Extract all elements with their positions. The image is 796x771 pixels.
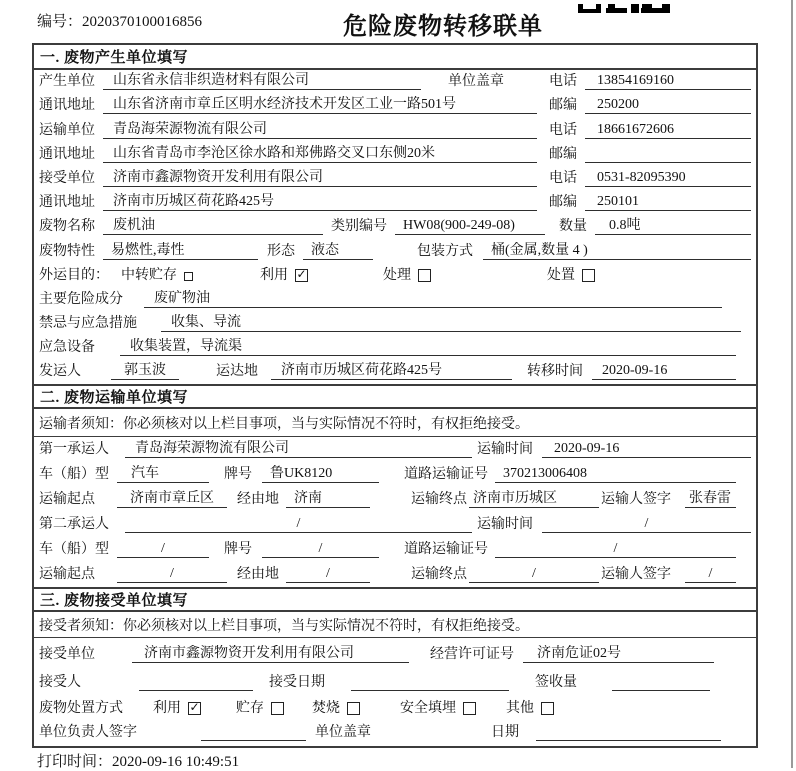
transporter-zip-value — [585, 145, 751, 163]
purpose-dispose-checkbox — [582, 269, 595, 282]
carrier1-signature-value: 张春雷 — [685, 490, 736, 508]
receiver-unit-label: 接受单位 — [39, 170, 95, 186]
form-row — [34, 239, 756, 263]
carrier1-signature-label: 运输人签字 — [601, 492, 671, 508]
waste-name-label: 废物名称 — [39, 219, 95, 235]
purpose-transfer-storage-checkbox — [184, 272, 193, 281]
route-start1-value: 济南市章丘区 — [117, 490, 227, 508]
permit-number-label: 经营许可证号 — [430, 647, 514, 663]
main-hazard-label: 主要危险成分 — [39, 291, 123, 307]
disposal-use-checkbox — [188, 702, 201, 715]
receiver-unit-value: 济南市鑫源物资开发利用有限公司 — [103, 169, 537, 187]
transporter-notice-label: 运输者须知： — [39, 416, 123, 432]
road-license1-label: 道路运输证号 — [404, 467, 488, 483]
transporter-unit-value: 青岛海荣源物流有限公司 — [103, 121, 537, 139]
responsible-signature-label: 单位负责人签字 — [39, 725, 137, 741]
disposal-incinerate-checkbox — [347, 702, 360, 715]
plate-number1-value: 鲁UK8120 — [262, 465, 379, 483]
waste-quantity-value: 0.8吨 — [595, 217, 751, 235]
form-row — [34, 437, 756, 462]
transfer-date-value: 2020-09-16 — [592, 362, 736, 380]
vehicle-type1-value: 汽车 — [117, 465, 209, 483]
sign-date-label: 日期 — [491, 725, 519, 741]
route-end1-value: 济南市历城区 — [469, 490, 599, 508]
form-row — [34, 360, 756, 384]
disposal-use-label: 利用 — [153, 701, 181, 717]
manifest-form — [32, 43, 758, 748]
doc-number-label: 编号： — [37, 14, 83, 30]
transporter-address-value: 山东省青岛市李沧区徐水路和郑佛路交叉口东侧20米 — [103, 145, 537, 163]
vehicle-type2-label: 车（船）型 — [39, 542, 109, 558]
producer-zip-value: 250200 — [585, 96, 751, 114]
form-row — [34, 537, 756, 562]
form-row — [34, 191, 756, 215]
carrier2-signature-value: / — [685, 565, 736, 583]
transport-date1-value: 2020-09-16 — [542, 440, 751, 458]
route-end2-value: / — [469, 565, 599, 583]
permit-number-value: 济南危证02号 — [523, 645, 714, 663]
form-row — [34, 70, 756, 94]
carrier1-label: 第一承运人 — [39, 442, 109, 458]
receiver-zip-value: 250101 — [585, 193, 751, 211]
disposal-other-label: 其他 — [506, 701, 534, 717]
transport-date1-label: 运输时间 — [477, 442, 533, 458]
waste-traits-value: 易燃性,毒性 — [103, 242, 258, 260]
section2-header: 二. 废物运输单位填写 — [34, 384, 756, 409]
form-row — [34, 167, 756, 191]
route-via2-value: / — [286, 565, 370, 583]
qr-code-fragment — [578, 0, 670, 9]
transporter-zip-label: 邮编 — [549, 146, 577, 162]
shipper-value: 郭玉波 — [111, 362, 179, 380]
carrier2-signature-label: 运输人签字 — [601, 567, 671, 583]
transfer-date-label: 转移时间 — [527, 364, 583, 380]
transporter-notice — [34, 409, 756, 437]
receiver-notice — [34, 612, 756, 638]
waste-quantity-label: 数量 — [559, 219, 587, 235]
form-row — [34, 336, 756, 360]
print-time-label: 打印时间： — [37, 754, 113, 770]
waste-category-label: 类别编号 — [331, 219, 387, 235]
route-start2-label: 运输起点 — [39, 567, 95, 583]
purpose-transfer-storage-label: 中转贮存 — [121, 267, 177, 283]
transporter-phone-value: 18661672606 — [585, 121, 751, 139]
doc-number — [37, 10, 202, 31]
waste-traits-label: 废物特性 — [39, 243, 95, 259]
receiving-unit-label: 接受单位 — [39, 647, 95, 663]
waste-form-value: 液态 — [303, 242, 373, 260]
route-via2-label: 经由地 — [237, 567, 279, 583]
carrier2-value: / — [125, 515, 472, 533]
disposal-storage-checkbox — [271, 702, 284, 715]
form-row — [34, 638, 756, 667]
doc-number-value: 2020370100016856 — [82, 14, 203, 30]
page-edge-line — [791, 0, 793, 768]
receiver-notice-label: 接受者须知： — [39, 618, 123, 634]
form-row — [34, 118, 756, 142]
plate-number2-label: 牌号 — [224, 542, 252, 558]
plate-number1-label: 牌号 — [224, 467, 252, 483]
road-license2-label: 道路运输证号 — [404, 542, 488, 558]
producer-unit-value: 山东省永信非织造材料有限公司 — [103, 72, 421, 90]
producer-phone-label: 电话 — [549, 74, 577, 90]
emergency-equipment-label: 应急设备 — [39, 340, 95, 356]
form-row — [34, 512, 756, 537]
transfer-purpose-label: 外运目的： — [39, 267, 109, 283]
transporter-unit-label: 运输单位 — [39, 122, 95, 138]
producer-zip-label: 邮编 — [549, 98, 577, 114]
producer-address-label: 通讯地址 — [39, 98, 95, 114]
transport-date2-label: 运输时间 — [477, 517, 533, 533]
producer-unit-label: 产生单位 — [39, 74, 95, 90]
received-quantity-value — [612, 673, 710, 691]
form-row — [34, 462, 756, 487]
checkmark: ✓ — [296, 266, 307, 281]
form-row — [34, 215, 756, 239]
carrier2-label: 第二承运人 — [39, 517, 109, 533]
receiver-phone-value: 0531-82095390 — [585, 169, 751, 187]
emergency-equipment-value: 收集装置，导流渠 — [120, 338, 736, 356]
receiving-unit-value: 济南市鑫源物资开发利用有限公司 — [132, 645, 409, 663]
receiver-address-label: 通讯地址 — [39, 195, 95, 211]
receiver-zip-label: 邮编 — [549, 195, 577, 211]
form-row — [34, 288, 756, 312]
route-end1-label: 运输终点 — [411, 492, 467, 508]
producer-address-value: 山东省济南市章丘区明水经济技术开发区工业一路501号 — [103, 96, 537, 114]
transporter-notice-text: 你必须核对以上栏目事项，当与实际情况不符时，有权拒绝接受。 — [123, 416, 529, 432]
receiver-phone-label: 电话 — [549, 170, 577, 186]
receive-date-label: 接受日期 — [269, 675, 325, 691]
receiver-person-label: 接受人 — [39, 675, 81, 691]
main-hazard-value: 废矿物油 — [144, 290, 722, 308]
shipper-label: 发运人 — [39, 364, 81, 380]
transport-date2-value: / — [542, 515, 751, 533]
receiver-person-value — [139, 673, 253, 691]
unit-seal2-label: 单位盖章 — [315, 725, 371, 741]
waste-category-value: HW08(900-249-08) — [395, 217, 545, 235]
vehicle-type1-label: 车（船）型 — [39, 467, 109, 483]
purpose-use-label: 利用 — [260, 267, 288, 283]
disposal-landfill-label: 安全填埋 — [400, 701, 456, 717]
purpose-dispose-label: 处置 — [547, 267, 575, 283]
form-row — [34, 562, 756, 587]
disposal-storage-label: 贮存 — [236, 701, 264, 717]
purpose-treat-label: 处理 — [383, 267, 411, 283]
emergency-measures-value: 收集、导流 — [161, 314, 741, 332]
page-title: 危险废物转移联单 — [343, 14, 543, 40]
destination-label: 运达地 — [216, 364, 258, 380]
packing-method-value: 桶(金属,数量 4 ) — [483, 242, 751, 260]
destination-value: 济南市历城区荷花路425号 — [271, 362, 512, 380]
transporter-address-label: 通讯地址 — [39, 146, 95, 162]
route-end2-label: 运输终点 — [411, 567, 467, 583]
disposal-method-label: 废物处置方式 — [39, 701, 123, 717]
road-license1-value: 370213006408 — [495, 465, 736, 483]
carrier1-value: 青岛海荣源物流有限公司 — [125, 440, 472, 458]
waste-name-value: 废机油 — [103, 217, 323, 235]
disposal-landfill-checkbox — [463, 702, 476, 715]
section3-header: 三. 废物接受单位填写 — [34, 587, 756, 612]
plate-number2-value: / — [262, 540, 379, 558]
route-via1-value: 济南 — [286, 490, 370, 508]
purpose-treat-checkbox — [418, 269, 431, 282]
emergency-measures-label: 禁忌与应急措施 — [39, 316, 137, 332]
checkmark: ✓ — [189, 700, 200, 715]
sign-date-value — [536, 723, 721, 741]
producer-phone-value: 13854169160 — [585, 72, 751, 90]
form-row — [34, 695, 756, 721]
print-time-value: 2020-09-16 10:49:51 — [112, 754, 240, 770]
packing-method-label: 包装方式 — [417, 243, 473, 259]
receiver-address-value: 济南市历城区荷花路425号 — [103, 193, 537, 211]
responsible-signature-value — [201, 723, 306, 741]
route-start2-value: / — [117, 565, 227, 583]
form-row — [34, 667, 756, 695]
route-via1-label: 经由地 — [237, 492, 279, 508]
form-row — [34, 721, 756, 745]
disposal-incinerate-label: 焚烧 — [312, 701, 340, 717]
section1-header: 一. 废物产生单位填写 — [34, 45, 756, 70]
road-license2-value: / — [495, 540, 736, 558]
disposal-other-checkbox — [541, 702, 554, 715]
vehicle-type2-value: / — [117, 540, 209, 558]
form-row — [34, 487, 756, 512]
form-row — [34, 312, 756, 336]
route-start1-label: 运输起点 — [39, 492, 95, 508]
unit-seal-label: 单位盖章 — [448, 74, 504, 90]
receiver-notice-text: 你必须核对以上栏目事项，当与实际情况不符时，有权拒绝接受。 — [123, 618, 529, 634]
form-row — [34, 143, 756, 167]
receive-date-value — [351, 673, 509, 691]
waste-form-label: 形态 — [267, 243, 295, 259]
purpose-use-checkbox — [295, 266, 308, 282]
received-quantity-label: 签收量 — [535, 675, 577, 691]
transporter-phone-label: 电话 — [549, 122, 577, 138]
form-row — [34, 264, 756, 288]
form-row — [34, 94, 756, 118]
